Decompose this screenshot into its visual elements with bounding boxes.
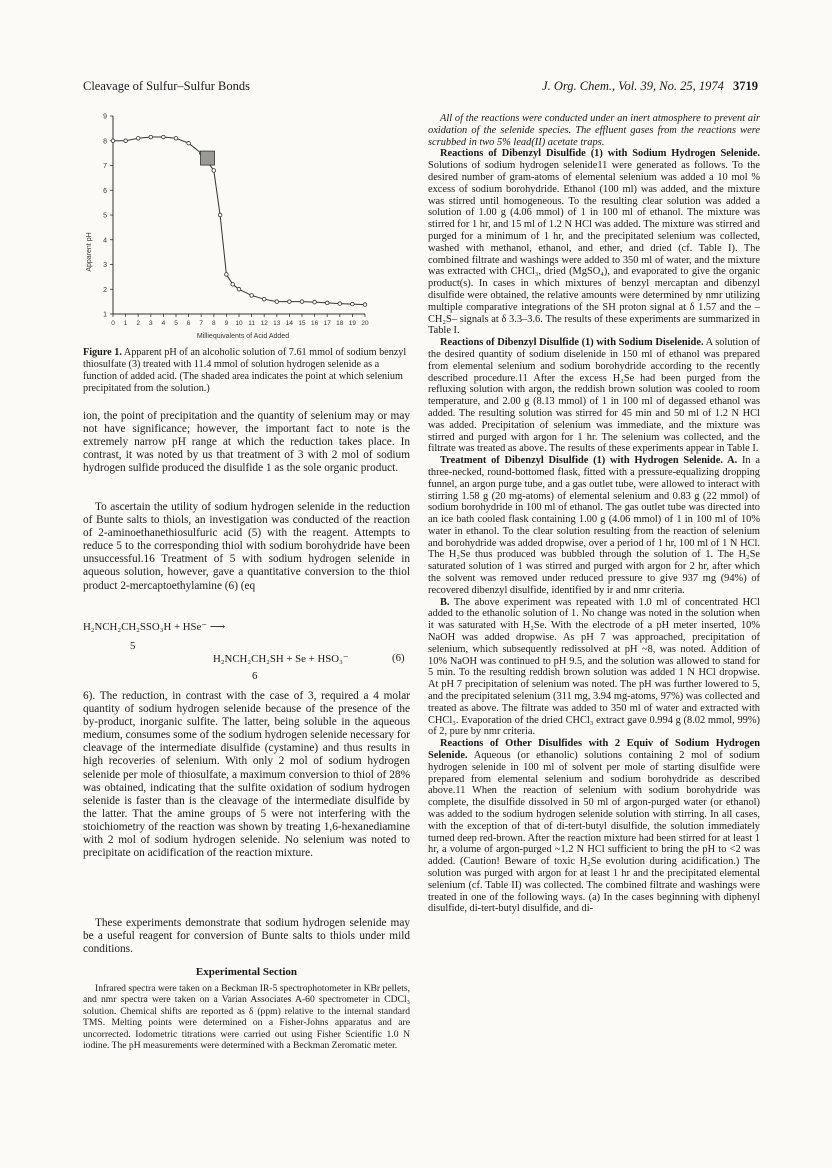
x-tick-label: 12 <box>260 320 268 327</box>
equation-6-line2: H₂NCH₂CH₂SH + Se + HSO₃⁻ <box>213 653 349 665</box>
right-intro: All of the reactions were conducted under an inert atmosphere to prevent air oxidation of the selenide species. The effluent gases from the reactions were scrubbed in two 5% lead(II) acetate traps. <box>428 113 760 148</box>
data-point <box>325 301 329 305</box>
x-tick-label: 0 <box>111 320 115 327</box>
y-tick-label: 7 <box>103 163 107 170</box>
x-tick-label: 3 <box>148 320 153 327</box>
right-section-3 <box>428 455 760 597</box>
y-tick-label: 2 <box>103 286 107 294</box>
section-heading-3: Treatment of Dibenzyl Disulfide (1) with Hydrogen Selenide. A. <box>440 455 738 467</box>
y-tick-label: 9 <box>103 113 107 121</box>
x-tick-label: 1 <box>123 320 128 327</box>
right-section-4 <box>428 597 760 739</box>
x-tick-label: 6 <box>186 320 191 327</box>
experimental-paragraph: Infrared spectra were taken on a Beckman IR-5 spectrophotometer in KBr pellets, and nmr spectra were taken on a Varian Associates A-60 spectrometer in CDCl₃ solution. Chemical shifts are reported as δ (ppm) relative to the internal standard TMS. Melting points were determined on a Fisher-Johns apparatus and are uncorrected. Iodometric titrations were carried out using Fisher Scientific 1.0 N iodine. The pH measurements were determined with a Beckman Zeromatic meter. <box>83 983 410 1052</box>
section-heading-5: Reactions of Other Disulfides with 2 Equiv of Sodium Hydrogen Selenide. <box>428 738 760 762</box>
y-tick-label: 8 <box>103 138 107 146</box>
x-tick-label: 5 <box>174 320 178 327</box>
data-point <box>338 302 342 306</box>
data-point <box>262 297 266 301</box>
data-point <box>250 294 254 298</box>
caption-label: Figure 1. <box>83 347 122 358</box>
y-tick-label: 4 <box>103 237 107 245</box>
x-tick-label: 7 <box>199 320 204 327</box>
y-tick-label: 1 <box>103 311 107 319</box>
page-number: 3719 <box>733 79 758 93</box>
section-text-1: Solutions of sodium hydrogen selenide11 were generated as follows. To the desired number of gram-atoms of elemental selenium was added a 10 mol % excess of sodium borohydride. Ethanol (100 ml) was added, and the mixture was stirred until homogeneous. To the resulting clear solution was added a solution of 1.00 g (4.06 mmol) of 1 in 100 ml of ethanol. The mixture was stirred for 1 hr, and 15 ml of 1.2 N HCl was added. The mixture was stirred and purged for a minimum of 1 hr, and the precipitated selenium was collected, washed with methanol, ethanol, and ether, and dried (cf. Table I). The combined filtrate and washings were added to 350 ml of water, and the mixture was extracted with CHCl₃, dried (MgSO₄), and evaporated to give the organic product(s). In cases in which mixtures of benzyl mercaptan and dibenzyl disulfide were obtained, the relative amounts were determined by nmr utilizing multiple comparative integrations of the SH proton signal at δ 1.57 and the –CH₂S– signals at δ 3.3–3.6. The results of these experiments are summarized in Table I. <box>428 160 760 337</box>
y-tick-label: 6 <box>103 187 107 195</box>
running-head: Cleavage of Sulfur–Sulfur Bonds <box>83 79 250 93</box>
x-tick-label: 17 <box>323 320 331 327</box>
data-point <box>313 300 317 304</box>
chart-series <box>111 135 367 306</box>
left-paragraph-2: To ascertain the utility of sodium hydrogen selenide in the reduction of Bunte salts to thiols, an investigation was conducted of the reaction of 2-aminoethanethiosulfuric acid (5) with the reagent. Attempts to reduce 5 to the corresponding thiol with sodium borohydride have been unsuccessful.16 Treatment of 5 with sodium hydrogen selenide in aqueous solution, however, gave a quantitative conversion to the thiol product 2-mercaptoethylamine (6) (eq <box>83 501 410 592</box>
precipitation-shaded-area <box>201 151 215 165</box>
experimental-section-title: Experimental Section <box>195 966 298 978</box>
section-heading-4: B. <box>440 596 450 608</box>
section-text-3: In a three-necked, round-bottomed flask, fitted with a pressure-equalizing dropping funnel, an argon purge tube, and a gas outlet tube, were allowed to interact with stirring 1.58 g (20 mg-atoms) of elemental selenium and 0.83 g (22 mmol) of sodium borohydride in 100 ml of ethanol. The gas outlet tube was directed into an ice bath cooled flask containing 1.00 g (4.06 mmol) of 1 in 100 ml of 10% water in ethanol. To the clear solution resulting from the reaction of selenium and borohydride was added dropwise, over a period of 1 hr, 100 ml of 1 N HCl. The H₂Se thus produced was bubbled through the solution of 1. The H₂Se saturated solution of 1 was stirred and purged with argon for 2 hr, after which the solvent was removed under reduced pressure to give 937 mg (94%) of recovered dibenzyl disulfide, identified by ir and nmr criteria. <box>428 455 760 596</box>
data-point <box>225 273 229 277</box>
left-paragraph-1: ion, the point of precipitation and the quantity of selenium may or may not have significance; however, the important fact to note is the extremely narrow pH range at which the reduction takes place. In contrast, it was noted by us that treatment of 3 with 2 mol of sodium hydrogen sulfide produced the disulfide 1 as the sole organic product. <box>83 410 410 475</box>
x-tick-label: 2 <box>136 320 141 327</box>
x-tick-label: 20 <box>361 320 369 327</box>
data-point <box>124 139 128 143</box>
chart-ticks <box>103 114 369 328</box>
data-point <box>237 287 241 291</box>
section-heading-2: Reactions of Dibenzyl Disulfide (1) with Sodium Diselenide. <box>440 337 704 349</box>
chart-axes <box>113 116 365 314</box>
equation-tag-6: (6) <box>392 652 405 664</box>
data-point <box>174 136 178 140</box>
x-tick-label: 10 <box>235 320 243 327</box>
right-column <box>428 113 760 915</box>
data-point <box>300 300 304 304</box>
equation-6-line1: H₂NCH₂CH₂SSO₃H + HSe⁻ ⟶ <box>83 621 226 633</box>
data-point <box>212 169 216 173</box>
right-section-2 <box>428 337 760 455</box>
x-tick-label: 4 <box>161 320 166 327</box>
ph-curve <box>113 137 365 305</box>
y-axis-label: Apparent pH <box>86 232 93 272</box>
equation-label-6: 6 <box>252 670 258 682</box>
section-text-5: Aqueous (or ethanolic) solutions containing 2 mol of sodium hydrogen selenide in 100 ml of solvent per mole of starting disulfide were prepared from elemental selenium and sodium borohydride as described above.11 When the reaction of selenium with sodium borohydride was complete, the disulfide dissolved in 50 ml of argon-purged water (or ethanol) was added to the sodium hydrogen selenide solution with stirring. In all cases, with the exception of that of di-tert-butyl disulfide, the solution immediately turned deep red-brown. After the reaction mixture had been stirred for at least 1 hr, a volume of argon-purged ~1.2 N HCl sufficient to bring the pH to <2 was added. (Caution! Beware of toxic H₂Se evolution during acidification.) The solution was purged with argon for at least 1 hr and the precipitated elemental selenium (cf. Table II) was collected. The combined filtrate and washings were treated in one of the following ways. (a) In the cases beginning with diphenyl disulfide, di-tert-butyl disulfide, and di- <box>428 750 760 915</box>
x-tick-label: 18 <box>336 320 344 327</box>
data-point <box>111 139 115 143</box>
right-section-1 <box>428 148 760 337</box>
equation-label-5: 5 <box>130 640 136 652</box>
caption-text: Apparent pH of an alcoholic solution of 7.61 mmol of sodium benzyl thiosulfate (3) treated with 11.4 mmol of solution hydrogen selenide as a function of added acid. (The shaded area indicates the point at which selenium precipitated from the solution.) <box>83 347 407 394</box>
data-point <box>231 283 235 287</box>
data-point <box>149 135 153 139</box>
left-paragraph-4: These experiments demonstrate that sodium hydrogen selenide may be a useful reagent for conversion of Bunte salts to thiols under mild conditions. <box>83 917 410 956</box>
data-point <box>288 300 292 304</box>
journal-citation <box>542 79 758 94</box>
x-tick-label: 8 <box>211 320 216 327</box>
ph-titration-chart <box>83 106 373 342</box>
section-heading-1: Reactions of Dibenzyl Disulfide (1) with Sodium Hydrogen Selenide. <box>440 148 760 160</box>
section-text-4: The above experiment was repeated with 1.0 ml of concentrated HCl added to the ethanolic solution of 1. No change was noted in the solution when it was saturated with H₂Se. With the electrode of a pH meter inserted, 10% NaOH was added dropwise. As pH 7 was approached, precipitation of selenium, which subsequently redissolved at pH ~8, was noted. Addition of 10% NaOH was continued to pH 9.5, and the solution was allowed to stand for 5 min. To the resulting reddish brown solution was added 1 N HCl dropwise. At pH 7 precipitation of selenium was noted. The pH was further lowered to 5, and the precipitated selenium (311 mg, 3.94 mg-atoms, 97%) was collected and treated as above. The filtrate was added to 350 ml of water and extracted with CHCl₃. Evaporation of the dried CHCl₃ extract gave 0.994 g (8.02 mmol, 99%) of 2, pure by nmr criteria. <box>428 596 760 738</box>
data-point <box>218 213 222 217</box>
x-tick-label: 16 <box>310 320 319 327</box>
x-tick-label: 14 <box>285 320 294 327</box>
x-tick-label: 9 <box>224 320 229 327</box>
section-text-2: A solution of the desired quantity of sodium diselenide in 150 ml of ethanol was prepared from elemental selenium and sodium borohydride according to the recently described procedure.11 After the excess H₂Se had been purged from the refluxing solution with argon, the reddish brown solution was cooled to room temperature, and 2.00 g (8.13 mmol) of 1 in 100 ml of degassed ethanol was added. The resulting solution was stirred for 45 min and 50 ml of 1.2 N HCl was added. Precipitation of selenium was immediate, and the mixture was stirred and purged with argon for 1 hr. The selenium was collected, and the filtrate was treated as above. The results of these experiments appear in Table I. <box>428 337 760 455</box>
data-point <box>162 135 166 139</box>
data-point <box>136 136 140 140</box>
y-tick-label: 3 <box>103 262 107 269</box>
journal-name: J. Org. Chem., Vol. 39, No. 25, 1974 <box>542 79 724 93</box>
x-tick-label: 15 <box>298 320 306 327</box>
y-tick-label: 5 <box>103 212 107 220</box>
data-point <box>363 303 367 307</box>
x-tick-label: 19 <box>348 320 357 327</box>
x-tick-label: 13 <box>273 320 281 327</box>
data-point <box>275 300 279 304</box>
data-point <box>351 302 355 306</box>
figure-caption <box>83 347 410 395</box>
right-section-5 <box>428 738 760 915</box>
x-tick-label: 11 <box>248 320 255 327</box>
data-point <box>187 141 191 145</box>
left-paragraph-3: 6). The reduction, in contrast with the case of 3, required a 4 molar quantity of sodium hydrogen selenide because of the presence of the by-product, inorganic sulfite. The latter, being soluble in the aqueous medium, consumes some of the sodium hydrogen selenide necessary for cleavage of the intermediate disulfide (cystamine) and thus results in high recoveries of selenium. With only 2 mol of sodium hydrogen selenide per mole of thiosulfate, a maximum conversion to thiol of 28% was obtained, indicating that the sulfite oxidation of sodium hydrogen selenide is faster than is the cleavage of the intermediate disulfide by the latter. That the amine groups of 5 were not interfering with the stoichiometry of the reaction was shown by treating 1,6-hexanediamine with 2 mol of sodium hydrogen selenide. No selenium was noted to precipitate on acidification of the reaction mixture. <box>83 690 410 860</box>
x-axis-label: Milliequivalents of Acid Added <box>196 333 290 340</box>
